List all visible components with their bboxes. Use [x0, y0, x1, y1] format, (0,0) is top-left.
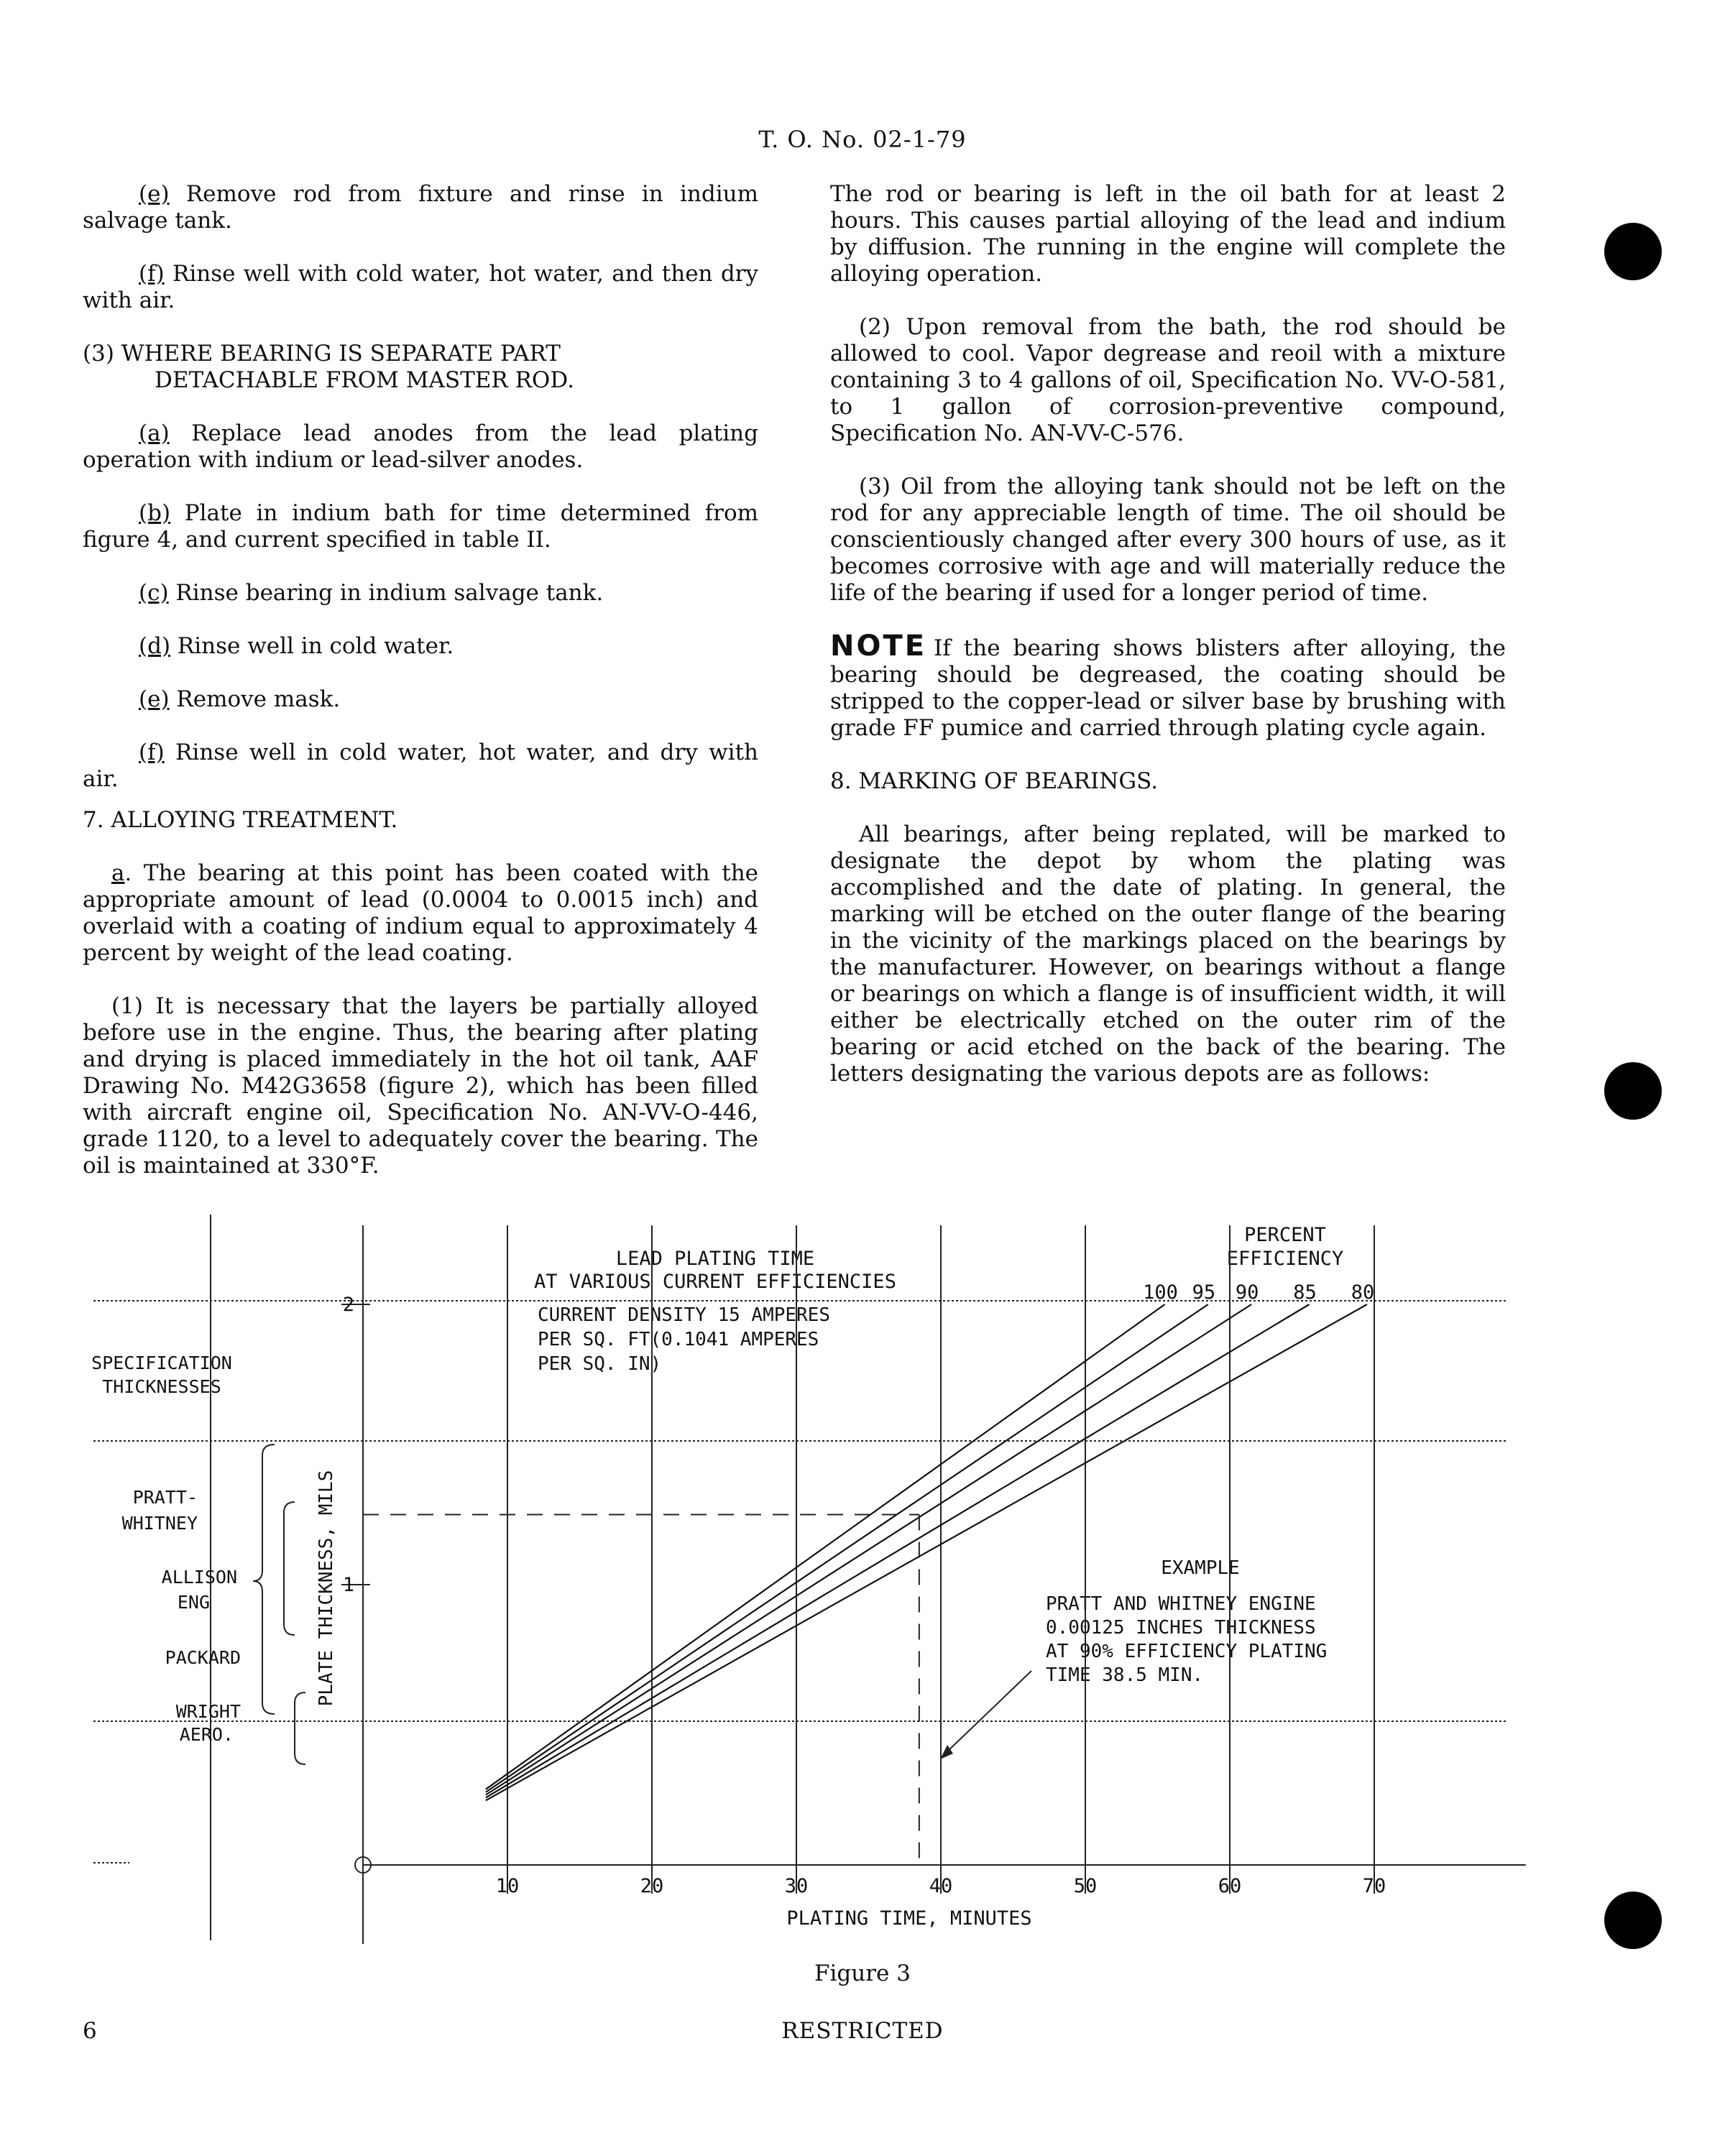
- step-label: (f): [139, 740, 165, 765]
- paragraph-continued: The rod or bearing is left in the oil bath for at least 2 hours. This causes partial alloying of the lead and indium by diffusion. The running in the engine will complete the alloying operation.: [830, 181, 1506, 287]
- chart-subtitle-line3: PER SQ. IN): [538, 1353, 662, 1375]
- series-label-95: 95: [1192, 1281, 1216, 1304]
- step-label: (a): [139, 420, 170, 446]
- step-f-rinse: (f) Rinse well with cold water, hot water, and then dry with air.: [83, 261, 758, 313]
- step-label: (e): [139, 686, 170, 712]
- spec-group-allison-line2: ENG: [177, 1592, 210, 1613]
- x-tick-label: 70: [1362, 1875, 1386, 1897]
- note-label: NOTE: [830, 630, 927, 663]
- step-label: (e): [139, 181, 170, 207]
- x-axis-label: PLATING TIME, MINUTES: [786, 1907, 1032, 1930]
- spec-group-pratt-line2: WHITNEY: [121, 1513, 198, 1534]
- x-tick-label: 40: [929, 1875, 953, 1897]
- brace-packard: [284, 1502, 295, 1635]
- step-label: (c): [139, 580, 169, 606]
- legend-title-line2: EFFICIENCY: [1226, 1248, 1344, 1270]
- punch-hole: [1604, 1062, 1662, 1120]
- axes-layer: [341, 1225, 1526, 1944]
- section-7-heading: 7. ALLOYING TREATMENT.: [83, 807, 398, 833]
- example-line1: PRATT AND WHITNEY ENGINE: [1046, 1593, 1316, 1615]
- example-line3: AT 90% EFFICIENCY PLATING: [1046, 1641, 1328, 1662]
- step-e-remove-mask: (e) Remove mask.: [139, 686, 341, 712]
- page-number: 6: [83, 2018, 97, 2044]
- step-label: (d): [139, 633, 171, 659]
- series-line-80: [486, 1304, 1367, 1800]
- footer-classification: RESTRICTED: [781, 2018, 944, 2044]
- chart-title-line1: LEAD PLATING TIME: [615, 1248, 815, 1270]
- series-line-100: [486, 1304, 1165, 1789]
- chart-title-line2: AT VARIOUS CURRENT EFFICIENCIES: [534, 1271, 896, 1293]
- series-label-80: 80: [1351, 1281, 1375, 1304]
- spec-group-packard: PACKARD: [165, 1647, 241, 1668]
- x-tick-label: 30: [784, 1875, 809, 1897]
- punch-hole: [1604, 223, 1662, 280]
- spec-group-wright-line2: AERO.: [179, 1724, 234, 1745]
- paragraph-3-oil: (3) Oil from the alloying tank should not be left on the rod for any appreciable length of time. The oil should be conscientiously changed after every 300 hours of use, as it becomes corrosive with age and will materially reduce the life of the bearing if used for a longer period of time.: [830, 474, 1506, 606]
- series-line-90: [486, 1304, 1251, 1795]
- series-line-85: [486, 1304, 1310, 1797]
- y-tick-label: 1: [342, 1574, 354, 1596]
- paragraph-a-alloying: a. The bearing at this point has been coated with the appropriate amount of lead (0.0004 to 0.0015 inch) and overlaid with a coating of indium equal to approximately 4 percent by weight of the lead coating.: [83, 860, 758, 966]
- series-label-100: 100: [1143, 1281, 1178, 1304]
- step-c-rinse: (c) Rinse bearing in indium salvage tank.: [139, 580, 604, 606]
- legend-title-line1: PERCENT: [1244, 1224, 1326, 1246]
- section-3-heading: (3) WHERE BEARING IS SEPARATE PART DETACHABLE FROM MASTER ROD.: [83, 341, 574, 393]
- step-e-rinse: (e) Remove rod from fixture and rinse in indium salvage tank.: [83, 181, 758, 234]
- right-column: [830, 181, 1506, 1114]
- series-label-85: 85: [1293, 1281, 1317, 1304]
- paragraph-2-degrease: (2) Upon removal from the bath, the rod should be allowed to cool. Vapor degrease and reoil with a mixture containing 3 to 4 gallons of oil, Specification No. VV-O-581, to 1 gallon of corrosion-preventive compound, Specification No. AN-VV-C-576.: [830, 314, 1506, 446]
- spec-label-line2: THICKNESSES: [102, 1376, 221, 1397]
- example-line4: TIME 38.5 MIN.: [1046, 1664, 1204, 1686]
- step-label: a: [111, 860, 125, 886]
- note-block: [830, 630, 1506, 742]
- brace-pratt-whitney: [253, 1445, 275, 1714]
- brace-wright-aero: [295, 1692, 305, 1764]
- step-label: (f): [139, 261, 165, 287]
- example-layer: [363, 1515, 919, 1866]
- step-b-plate: (b) Plate in indium bath for time determined from figure 4, and current specified in table II.: [83, 500, 758, 553]
- series-label-90: 90: [1235, 1281, 1259, 1304]
- x-tick-label: 20: [640, 1875, 664, 1897]
- step-d-rinse: (d) Rinse well in cold water.: [139, 633, 454, 659]
- page-header: T. O. No. 02-1-79: [758, 126, 967, 153]
- chart-subtitle-line2: PER SQ. FT(0.1041 AMPERES: [538, 1329, 819, 1350]
- left-column: [83, 181, 758, 1206]
- step-label: (b): [139, 500, 171, 526]
- spec-label-line1: SPECIFICATION: [91, 1353, 232, 1373]
- x-tick-label: 50: [1073, 1875, 1098, 1897]
- y-tick-label: 2: [342, 1294, 354, 1316]
- note-text: If the bearing shows blisters after alloying, the bearing should be degreased, the coating should be stripped to the copper-lead or silver base by brushing with grade FF pumice and carried through plating cycle again.: [830, 635, 1506, 741]
- x-tick-label: 60: [1218, 1875, 1242, 1897]
- step-f-rinse-dry: (f) Rinse well in cold water, hot water, and dry with air.: [83, 740, 758, 792]
- spec-group-allison-line1: ALLISON: [161, 1567, 237, 1588]
- section-8-heading: 8. MARKING OF BEARINGS.: [830, 768, 1159, 794]
- x-tick-label: 10: [495, 1875, 520, 1897]
- paragraph-8-marking: All bearings, after being replated, will be marked to designate the depot by whom the plating was accomplished and the date of plating. In general, the marking will be etched on the outer flange of the bearing in the vicinity of the markings placed on the bearings by the manufacturer. However, on bearings without a flange or bearings on which a flange is of insufficient width, it will either be electrically etched on the outer rim of the bearing or acid etched on the back of the bearing. The letters designating the various depots are as follows:: [830, 821, 1506, 1087]
- chart-subtitle-line1: CURRENT DENSITY 15 AMPERES: [538, 1304, 830, 1326]
- paragraph-1-alloying: (1) It is necessary that the layers be partially alloyed before use in the engine. Thus, the bearing after plating and drying is placed immediately in the hot oil tank, AAF Drawing No. M42G3658 (figure 2), which has been filled with aircraft engine oil, Specification No. AN-VV-O-446, grade 1120, to a level to adequately cover the bearing. The oil is maintained at 330°F.: [83, 993, 758, 1179]
- figure-caption: Figure 3: [814, 1961, 911, 1986]
- figure-3-chart: [0, 1193, 1725, 1948]
- example-arrow-line: [945, 1671, 1031, 1754]
- series-line-95: [486, 1304, 1208, 1792]
- y-axis-label: PLATE THICKNESS, MILS: [316, 1470, 337, 1707]
- example-line2: 0.00125 INCHES THICKNESS: [1046, 1617, 1316, 1639]
- spec-group-pratt-line1: PRATT-: [132, 1487, 198, 1508]
- step-a-replace-anodes: (a) Replace lead anodes from the lead plating operation with indium or lead-silver anodes.: [83, 420, 758, 473]
- spec-group-wright-line1: WRIGHT: [175, 1701, 241, 1722]
- spec-braces: [253, 1445, 305, 1764]
- example-title: EXAMPLE: [1161, 1557, 1240, 1579]
